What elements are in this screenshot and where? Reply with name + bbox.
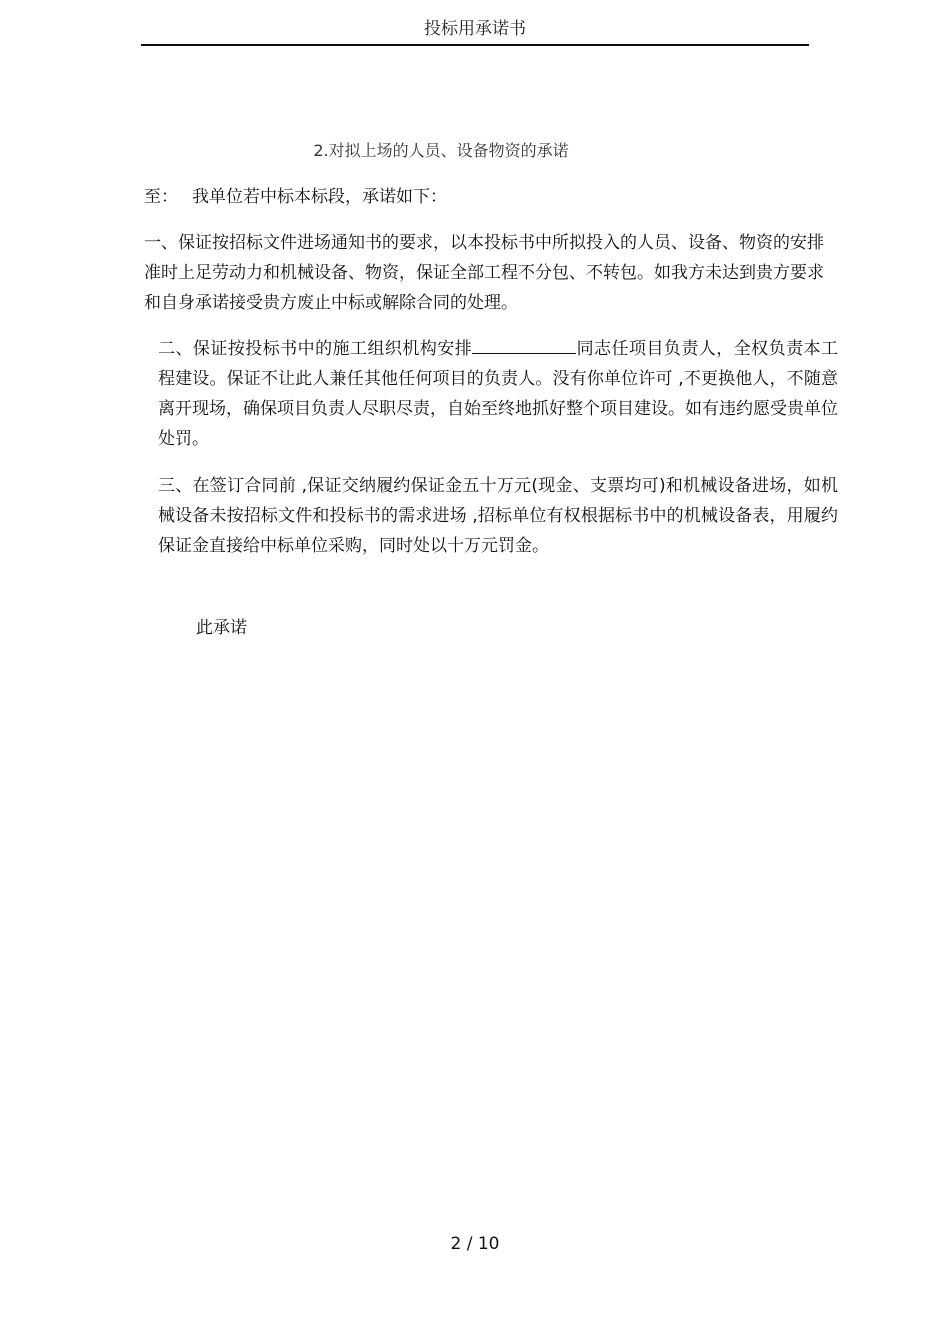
clause-2 <box>144 334 838 454</box>
header-title: 投标用承诺书 <box>424 19 526 39</box>
closing-statement: 此承诺 <box>196 618 247 638</box>
salutation-to-label: 至： <box>144 187 178 207</box>
section-title: 2.对拟上场的人员、设备物资的承诺 <box>313 141 569 160</box>
clause-2-text-after: 同志任项目负责人，全权负责本工程建设。保证不让此人兼任其他任何项目的负责人。没有你单位许可 ,不更换他人，不随意离开现场，确保项目负责人尽职尽责，自始至终地抓好整个项目建设。如有违约愿受贵单位处罚。 <box>158 339 839 449</box>
page-header <box>141 0 809 47</box>
salutation-text: 我单位若中标本标段，承诺如下： <box>192 187 447 207</box>
page-number: 2 / 10 <box>450 1234 500 1254</box>
header-divider <box>141 44 809 46</box>
fill-in-blank <box>472 337 576 354</box>
clause-2-text-before: 二、保证按投标书中的施工组织机构安排 <box>158 339 473 359</box>
clause-3: 三、在签订合同前 ,保证交纳履约保证金五十万元(现金、支票均可)和机械设备进场，如机械设备未按招标文件和投标书的需求进场 ,招标单位有权根据标书中的机械设备表，用履约保证金直接给中标单位采购，同时处以十万元罚金。 <box>158 476 838 556</box>
clause-1: 一、保证按招标文件进场通知书的要求，以本投标书中所拟投入的人员、设备、物资的安排准时上足劳动力和机械设备、物资，保证全部工程不分包、不转包。如我方未达到贵方要求和自身承诺接受贵方废止中标或解除合同的处理。 <box>144 233 824 313</box>
salutation <box>144 182 824 212</box>
